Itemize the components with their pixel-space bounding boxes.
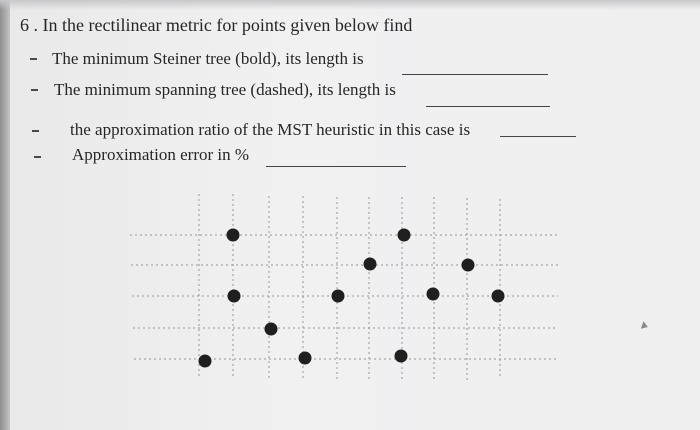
point-e (228, 290, 241, 303)
point-l (395, 350, 408, 363)
point-f (332, 290, 345, 303)
point-d (462, 259, 475, 272)
point-i (265, 323, 278, 336)
point-g (427, 288, 440, 301)
point-h (492, 290, 505, 303)
point-j (199, 355, 212, 368)
question-item-4: Approximation error in % (72, 145, 250, 164)
point-c (364, 258, 377, 271)
question-item-3: the approximation ratio of the MST heuristic in this case is (70, 120, 471, 139)
point-k (299, 352, 312, 365)
point-b (398, 229, 411, 242)
question-item-2: The minimum spanning tree (dashed), its length is (54, 80, 396, 99)
point-a (227, 229, 240, 242)
problem-title: 6 . In the rectilinear metric for points given below find (20, 15, 413, 35)
question-item-1: The minimum Steiner tree (bold), its length is (52, 49, 364, 68)
